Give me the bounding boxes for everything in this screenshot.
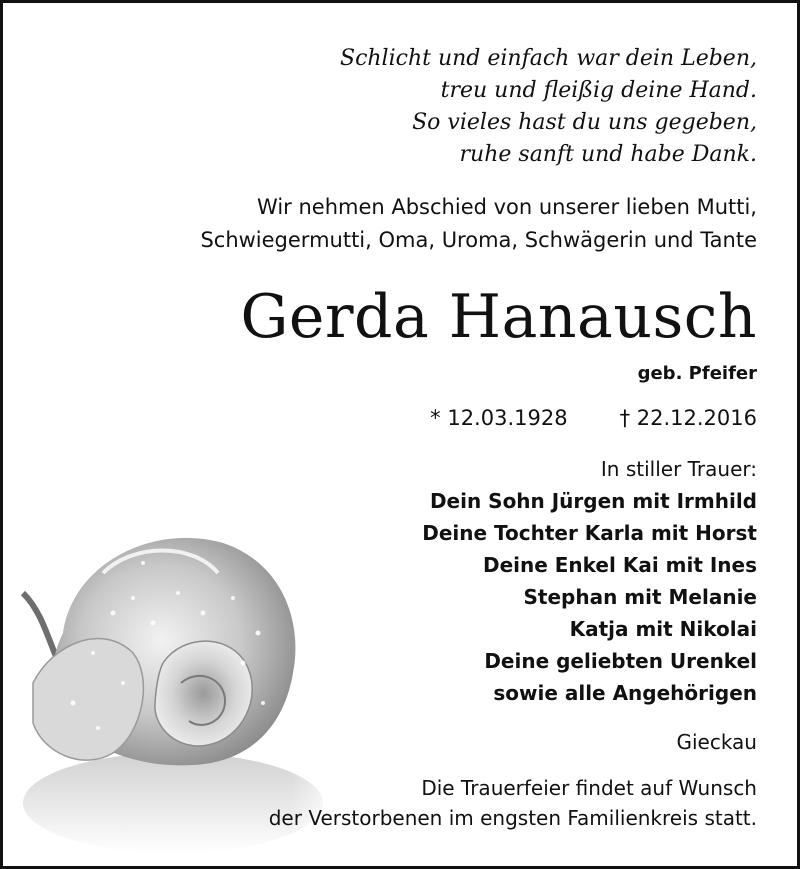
- place-name: Gieckau: [676, 730, 757, 754]
- mourners: [422, 453, 757, 709]
- birth-date: * 12.03.1928: [430, 406, 568, 430]
- mourner-line: Deine Enkel Kai mit Ines: [482, 553, 757, 577]
- poem: [340, 43, 757, 171]
- mourner-line: Deine geliebten Urenkel: [484, 649, 757, 673]
- intro-text: [200, 191, 757, 257]
- life-dates: [430, 403, 757, 433]
- mourner-line: sowie alle Angehörigen: [493, 681, 757, 705]
- mourners-list: [422, 485, 757, 709]
- deceased-name: Gerda Hanausch: [240, 282, 757, 352]
- birth-name: geb. Pfeifer: [637, 363, 757, 384]
- intro-line: Schwiegermutti, Oma, Uroma, Schwägerin und Tante: [200, 228, 757, 252]
- poem-line: Schlicht und einfach war dein Leben,: [340, 46, 757, 71]
- notice-line: der Verstorbenen im engsten Familienkreis statt.: [268, 806, 757, 830]
- notice-line: Die Trauerfeier findet auf Wunsch: [421, 776, 757, 800]
- mourners-heading: In stiller Trauer:: [600, 457, 757, 481]
- mourner-line: Katja mit Nikolai: [569, 617, 757, 641]
- mourner-line: Deine Tochter Karla mit Horst: [422, 521, 757, 545]
- intro-line: Wir nehmen Abschied von unserer lieben Mutti,: [257, 195, 757, 219]
- poem-line: ruhe sanft und habe Dank.: [459, 142, 757, 167]
- poem-line: So vieles hast du uns gegeben,: [412, 110, 757, 135]
- mourner-line: Dein Sohn Jürgen mit Irmhild: [429, 489, 757, 513]
- death-date: † 22.12.2016: [619, 406, 757, 430]
- poem-line: treu und fleißig deine Hand.: [440, 78, 757, 103]
- funeral-notice: [269, 773, 757, 833]
- mourner-line: Stephan mit Melanie: [523, 585, 757, 609]
